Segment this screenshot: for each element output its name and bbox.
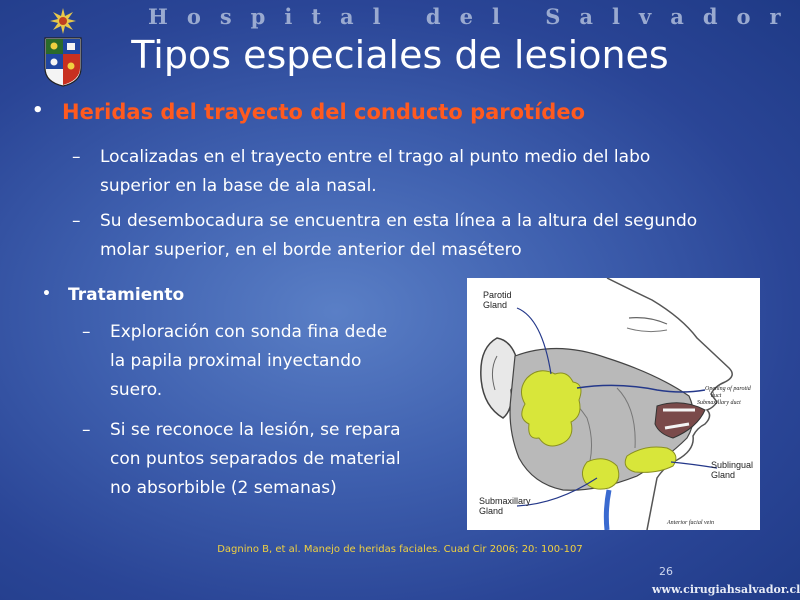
sub-bullet-exploracion [82,318,412,408]
slide-title: Tipos especiales de lesiones [131,33,669,77]
bullet-dot: • [42,286,51,302]
anatomy-illustration [467,278,760,530]
sub-bullet-text: Exploración con sonda fina dede la papila proximal inyectando suero. [110,322,388,400]
bullet-heading: Heridas del trayecto del conducto parotídeo [62,100,585,124]
page-number: 26 [659,565,673,578]
anatomy-figure [467,278,760,530]
dash-marker: – [72,147,81,167]
sub-bullet-text: Si se reconoce la lesión, se repara con puntos separados de material no absorbible (2 semanas) [110,420,401,498]
label-parotid: Parotid Gland [483,290,512,310]
label-submaxillary: Submaxillary Gland [479,496,531,516]
sub-bullet-reparacion [82,416,412,536]
citation: Dagnino B, et al. Manejo de heridas faciales. Cuad Cir 2006; 20: 100-107 [217,544,583,555]
bullet-dot: • [32,100,44,121]
sub-bullet-desembocadura [72,207,712,267]
dash-marker: – [82,322,91,342]
website-url: www.cirugiahsalvador.cl [652,583,800,596]
bullet-heading: Tratamiento [68,285,185,305]
label-sublingual: Sublingual Gland [711,460,754,480]
dash-marker: – [82,420,91,440]
label-opening-parotid-duct: Opening of parotid duct [705,386,751,399]
dash-marker: – [72,211,81,231]
sub-bullet-localizadas [72,143,712,203]
label-anterior-facial-vein: Anterior facial vein [667,520,714,526]
label-submaxillary-duct: Submaxillary duct [697,400,741,406]
sub-bullet-text: Localizadas en el trayecto entre el trago al punto medio del labo superior en la base de ala nasal. [100,147,651,196]
hospital-name: Hospital del Salvador [148,4,800,29]
sub-bullet-text: Su desembocadura se encuentra en esta línea a la altura del segundo molar superior, en el borde anterior del masétero [100,211,698,260]
